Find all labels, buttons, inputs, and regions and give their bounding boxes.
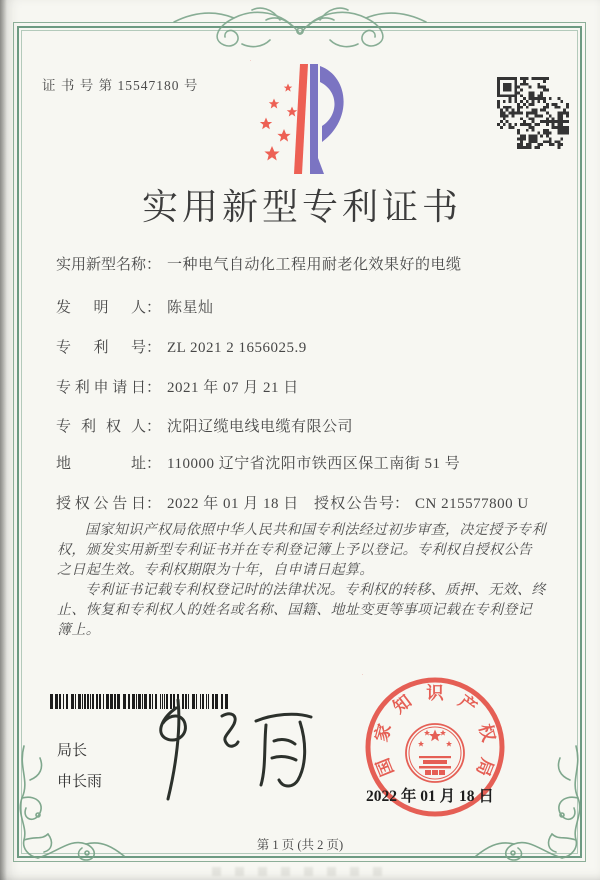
signer-block: [57, 736, 102, 798]
field-row-filing-date: [56, 376, 299, 397]
top-scroll-ornament-icon: [170, 0, 430, 52]
colon: ：: [146, 419, 162, 435]
signer-title: 局长: [57, 743, 88, 759]
certificate-number: 证 书 号 第 15547180 号: [42, 78, 199, 93]
colon: ：: [146, 300, 162, 316]
colon: ：: [394, 496, 410, 512]
legal-paragraph-1: 国家知识产权局依照中华人民共和国专利法经过初步审查，决定授予专利权，颁发实用新型专利证书并在专利登记簿上予以登记。专利权自授权公告之日起生效。专利权期限为十年，自申请日起算。: [57, 523, 546, 578]
field-label: 专利权人: [56, 419, 146, 435]
svg-text:产: 产: [454, 690, 481, 718]
colon: ：: [146, 456, 162, 472]
field-value: 陈星灿: [167, 300, 214, 316]
field-row-grant: [56, 492, 529, 513]
field-value: ZL 2021 2 1656025.9: [167, 340, 307, 356]
emblem-gate-icon: [419, 756, 451, 775]
page-number: 第 1 页 (共 2 页): [256, 838, 344, 852]
colon: ：: [146, 257, 162, 273]
svg-text:局: 局: [472, 755, 498, 780]
field-label: 地址: [56, 456, 146, 472]
seal-date: 2022 年 01 月 18 日: [366, 788, 494, 805]
svg-text:识: 识: [426, 683, 444, 704]
field-value: 沈阳辽缆电线电缆有限公司: [167, 419, 354, 435]
field-label: 专利号: [56, 340, 146, 356]
colon: ：: [146, 496, 162, 512]
page-bleed-ghost: [212, 867, 388, 876]
field-label: 发明人: [56, 300, 146, 316]
svg-text:国: 国: [372, 755, 398, 780]
field-row-patentee: [56, 415, 353, 436]
field-row-inventor: [56, 296, 214, 317]
svg-text:权: 权: [475, 721, 500, 744]
field-value: 一种电气自动化工程用耐老化效果好的电缆: [167, 257, 462, 273]
field-label: 授权公告号: [314, 496, 394, 512]
colon: ：: [146, 340, 162, 356]
qr-code: [497, 77, 569, 149]
signature: [130, 696, 325, 804]
field-label: 实用新型名称: [56, 257, 147, 273]
colon: ：: [146, 380, 162, 396]
legal-paragraphs: [57, 521, 546, 641]
field-label: 授权公告日: [56, 496, 146, 512]
svg-text:知: 知: [389, 690, 416, 718]
scan-edge-shadow: [0, 0, 7, 880]
field-value: CN 215577800 U: [415, 496, 529, 512]
field-row-utility-model-name: [56, 253, 462, 274]
field-label: 专利申请日: [56, 380, 146, 396]
field-value: 2021 年 07 月 21 日: [167, 380, 299, 396]
field-grant-number: [314, 492, 529, 513]
field-value: 2022 年 01 月 18 日: [167, 496, 299, 512]
field-value: 110000 辽宁省沈阳市铁西区保工南街 51 号: [167, 456, 461, 472]
certificate-title: 实用新型专利证书: [141, 187, 462, 227]
field-row-address: [56, 452, 460, 473]
field-row-patent-number: [56, 336, 307, 357]
svg-text:家: 家: [370, 721, 395, 744]
signer-name: 申长雨: [57, 774, 103, 790]
legal-paragraph-2: 专利证书记载专利权登记时的法律状况。专利权的转移、质押、无效、终止、恢复和专利权人的姓名或名称、国籍、地址变更等事项记载在专利登记簿上。: [57, 583, 546, 638]
cnipa-logo-icon: [250, 60, 350, 176]
